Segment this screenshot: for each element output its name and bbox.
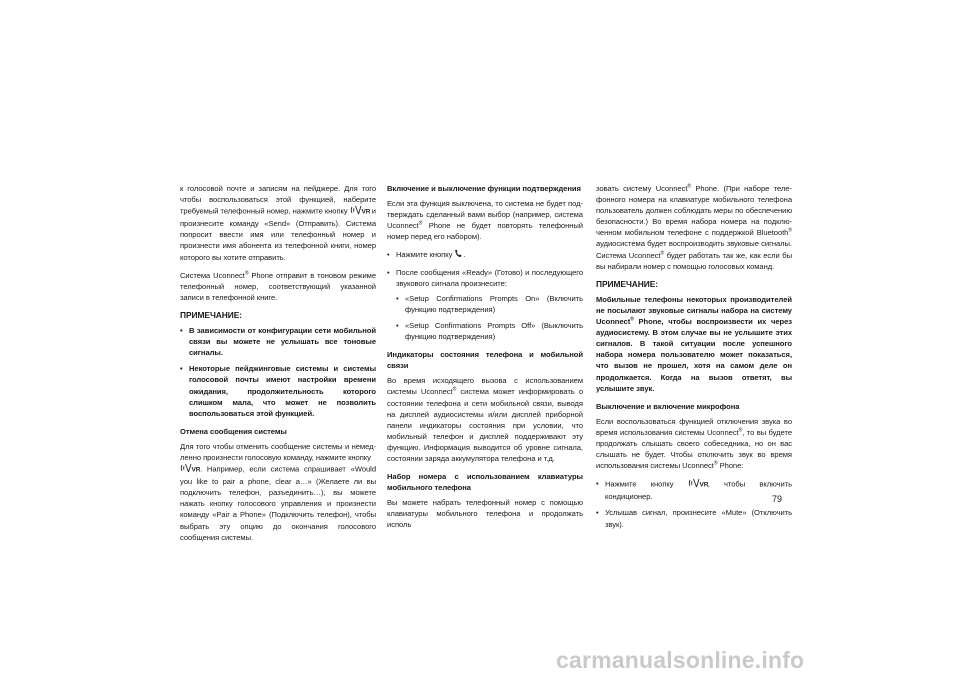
voice-recognition-icon xyxy=(180,463,200,476)
voice-command-list xyxy=(396,293,583,342)
list-item: • В зависимости от конфигурации сети мобильной связи вы можете не услышать все тоновые сигналы. xyxy=(180,325,376,358)
confirm-steps-list xyxy=(387,249,583,342)
note-heading: ПРИМЕЧАНИЕ: xyxy=(596,278,659,289)
list-item: • «Setup Confirmations Prompts On» (Включить функцию подтверждения) xyxy=(396,293,583,315)
watermark-text: carmanualsonline.info xyxy=(556,647,805,673)
text-column-middle xyxy=(387,183,583,538)
paragraph-confirm: Если эта функция выключена, то система не будет подтверждать сделанный вами выбор (например, система Uconnect® Phone не будет повторять телефонный номер перед его набором). xyxy=(387,199,583,242)
mute-steps-list xyxy=(596,478,792,529)
paragraph-indicators: Во время исходящего вызова с использованием системы Uconnect® система может информировать о состоянии телефона и сети мобильной связи, выводя на дисплей аудиосистемы и/или дисплей приборной панели индикаторы состояния при условии, что мобильный телефон и дисплей поддерживают эту функцию. Информация выводится об уровне сигнала, состоянии заряда аккумулятора телефона и т.д. xyxy=(387,376,583,463)
list-item: • После сообщения «Ready» (Готово) и последующего звукового сигнала произнесите: • «Setup Confirmations Prompts On» (Включить функцию подтверждения) • «Setup Confirmations Prompts Off» (Выключить функцию подтверждения) xyxy=(387,267,583,343)
list-item: • Нажмите кнопку VR , чтобы включить кондиционер. xyxy=(596,478,792,502)
paragraph-keypad: Вы можете набрать телефонный номер с помощью клавиатуры мобильного телефона и продолжать исполь xyxy=(387,498,583,530)
note-heading: ПРИМЕЧАНИЕ: xyxy=(180,309,243,320)
paragraph-cancel: Для того чтобы отменить сообщение системы и немедленно произнести голосовую команду, нажмите кнопку VR . Например, если система спрашивает «Would you like to pair a phone, clear a…» (Желаете ли вы подключить телефон, разъединить…), вы можете нажать кнопку голосового управления и произнести команду «Pair a Phone» (Подключить телефон), чтобы выбрать эту опцию до окончания голосового сообщения системы. xyxy=(180,441,376,542)
section-heading-mic: Выключение и включение микрофона xyxy=(596,401,740,411)
note-list xyxy=(180,325,376,419)
paragraph-tone-mode: Система Uconnect® Phone отправит в тоновом режиме телефонный номер, соответствующий указанной записи в телефонной книге. xyxy=(180,270,376,302)
note-text: Мобильные телефоны некоторых производителей не посылают звуковые сигналы набора на систему Uconnect® Phone, чтобы воспроизвести их через аудиосистему. В этом случае вы не услышите этих сигналов. В такой ситуации после успешного набора номера пользователю может показаться, что вызов не прошел, хотя на самом деле он продолжается. Когда на вызов ответят, вы услышите звук. xyxy=(596,294,792,393)
list-item: • Услышав сигнал, произнесите «Mute» (Отключить звук). xyxy=(596,507,792,529)
paragraph-keypad-continued: зовать систему Uconnect® Phone. (При наборе телефонного номера на клавиатуре мобильного телефона пользователь должен соблюдать меры по обеспечению безопасности.) Во время набора номера на подключенном мобильном телефоне с поддержкой Bluetooth® аудиосистема будет воспроизводить звуковые сигналы. Система Uconnect® будет работать так же, как если бы вы набирали номер с помощью голосовых команд. xyxy=(596,183,793,271)
paragraph-mute: Если воспользоваться функцией отключения звука во время использования системы Uconnect®, то вы будете продолжать слышать своего собеседника, но он вас слышать не будет. Чтобы отключить звук во время использования системы Uconnect® Phone: xyxy=(596,416,792,471)
paragraph-send-command: к голосовой почте и записям на пейджере. Для того чтобы воспользоваться этой функцией, наберите требуемый телефонный номер, нажмите кнопку VR и произнесите команду «Send» (Отправить). Система попросит ввести имя или телефонный номер и произнести имя абонента из телефонной книги, номер которого вы хотите отправить. xyxy=(180,184,376,262)
list-item: • Некоторые пейджинговые системы и системы голосовой почты имеют настройки времени ожидания, продолжительность которого слишком мала, что может не позволить воспользоваться этой функцией. xyxy=(180,363,376,418)
section-heading-keypad: Набор номера с использованием клавиатуры мобильного телефона xyxy=(387,472,583,493)
svg-text:VR: VR xyxy=(191,466,200,474)
voice-recognition-icon xyxy=(688,478,708,491)
page-number: 79 xyxy=(772,494,783,504)
svg-text:VR: VR xyxy=(361,208,370,216)
list-item: • Нажмите кнопку . xyxy=(387,249,583,261)
text-column-right xyxy=(596,183,792,537)
svg-text:VR: VR xyxy=(699,481,708,489)
section-heading-confirm: Включение и выключение функции подтверждения xyxy=(387,184,581,193)
list-item: • «Setup Confirmations Prompts Off» (Выключить функцию подтверждения) xyxy=(396,320,583,342)
voice-recognition-icon xyxy=(350,205,370,218)
section-heading-cancel: Отмена сообщения системы xyxy=(180,426,287,436)
text-column-left xyxy=(180,183,376,550)
section-heading-indicators: Индикаторы состояния телефона и мобильной связи xyxy=(387,350,583,371)
